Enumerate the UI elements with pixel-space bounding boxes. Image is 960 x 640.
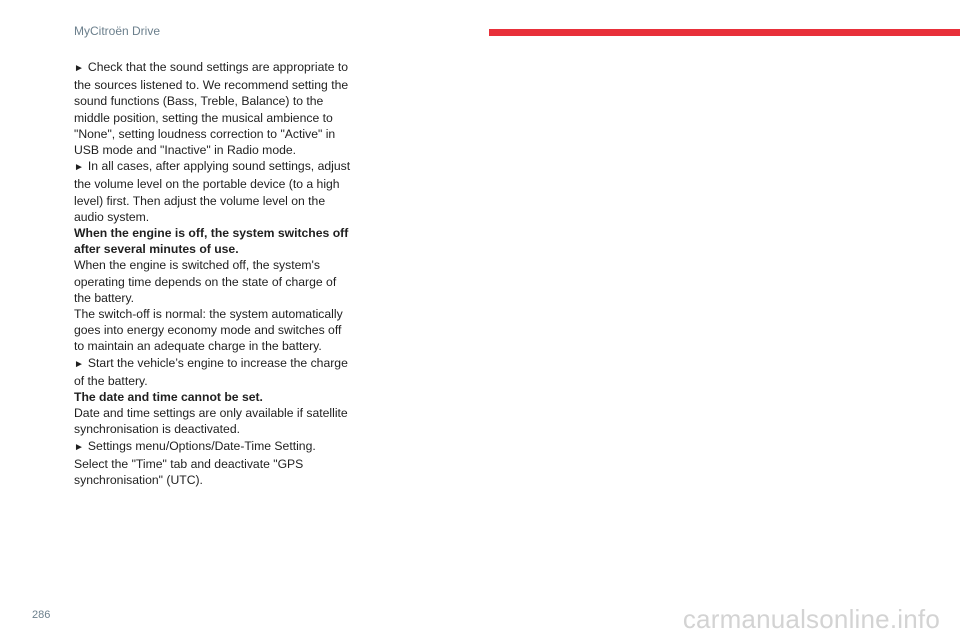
section-heading: When the engine is off, the system switches off after several minutes of use. [74,226,349,257]
watermark: carmanualsonline.info [682,604,940,634]
paragraph-bullet: ► Start the vehicle’s engine to increase the charge of the battery. [74,355,348,388]
page-number: 286 [32,609,51,621]
arrow-bullet-icon: ► [74,63,84,74]
section-heading: The date and time cannot be set. [74,390,263,405]
running-header: MyCitroën Drive [74,24,161,38]
arrow-bullet-icon: ► [74,358,84,370]
paragraph: Date and time settings are only available if satellite synchronisation is deactivated. [74,406,348,437]
accent-bar [489,29,960,36]
text-column [74,59,354,488]
paragraph-bullet: ► In all cases, after applying sound settings, adjust the volume level on the portable device (to a high level) first. Then adjust the volume level on the audio system. [74,159,351,224]
arrow-bullet-icon: ► [74,162,84,174]
paragraph: When the engine is switched off, the system's operating time depends on the state of charge of the battery. [74,258,337,305]
arrow-bullet-icon: ► [74,441,84,453]
paragraph-bullet: ► Settings menu/Options/Date-Time Setting. [74,438,316,453]
paragraph-bullet: ► Check that the sound settings are appropriate to the sources listened to. We recommend setting the sound functions (Bass, Treble, Balance) to the middle position, setting the musical ambience to "None", setting loudness correction to "Active" in USB mode and "Inactive" in Radio mode. [74,60,349,158]
paragraph: Select the "Time" tab and deactivate "GPS synchronisation" (UTC). [74,456,304,488]
paragraph: The switch-off is normal: the system automatically goes into energy economy mode and switches off to maintain an adequate charge in the battery. [74,307,343,354]
